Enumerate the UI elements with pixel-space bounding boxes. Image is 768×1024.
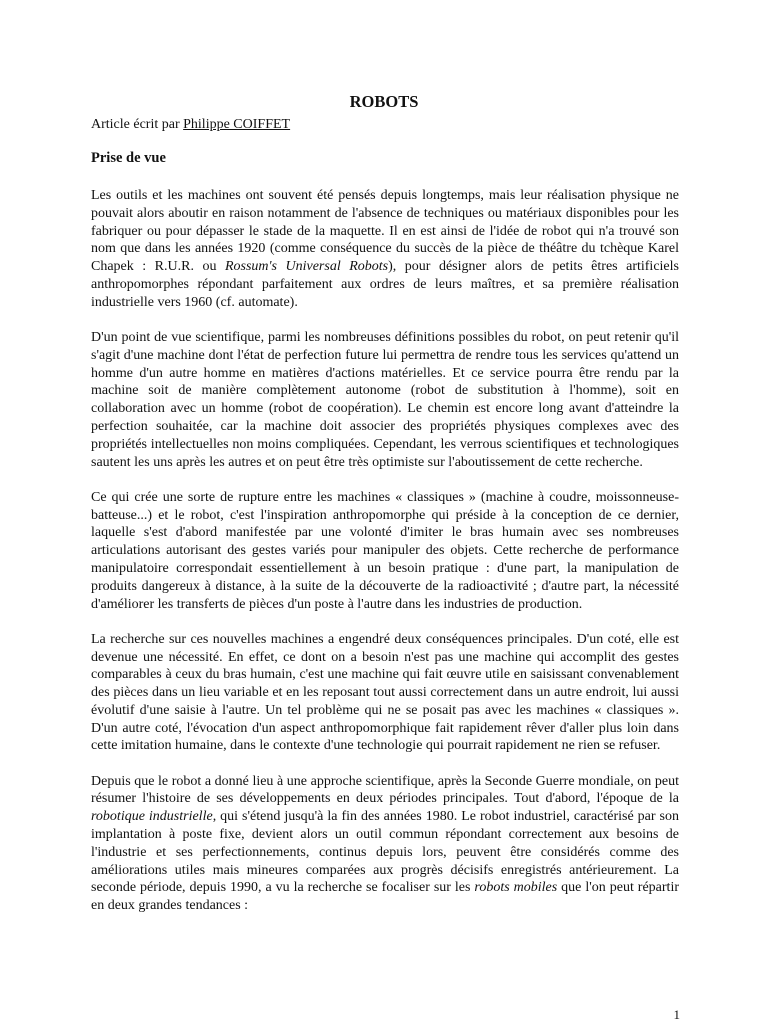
paragraph-1: Les outils et les machines ont souvent été pensés depuis longtemps, mais leur réalisation physique ne pouvait alors aboutir en raison notamment de l'absence de techniques ou matériaux disponibles pour les fabriquer ou pour dépasser le stade de la maquette. Il en est ainsi de l'idée de robot qui n'a trouvé son nom que dans les années 1920 (comme conséquence du succès de la pièce de théâtre du tchèque Karel Chapek : R.U.R. ou Rossum's Universal Robots), pour désigner alors de petits êtres artificiels anthropomorphes répondant parfaitement aux ordres de leurs maîtres, et sa première réalisation industrielle vers 1960 (cf. automate). <box>91 188 679 310</box>
page-number: 1 <box>673 1007 680 1022</box>
article-body <box>91 187 679 932</box>
author-link[interactable]: Philippe COIFFET <box>183 117 291 132</box>
byline <box>91 116 290 134</box>
byline-prefix: Article écrit par <box>91 117 184 132</box>
italic-title: Rossum's Universal Robots <box>224 259 389 275</box>
section-heading: Prise de vue <box>91 150 166 166</box>
italic-term: robotique industrielle <box>91 809 213 825</box>
document-title: ROBOTS <box>349 92 419 111</box>
paragraph-5: Depuis que le robot a donné lieu à une approche scientifique, après la Seconde Guerre mondiale, on peut résumer l'histoire de ses développements en deux périodes principales. Tout d'abord, l'époque de la robotique industrielle, qui s'étend jusqu'à la fin des années 1980. Le robot industriel, caractérisé par son implantation à poste fixe, devient alors un outil commun répondant correctement aux besoins de l'industrie et ses perfectionnements, continus depuis lors, peuvent être considérés comme des améliorations utiles mais mineures comparées aux progrès décisifs enregistrés antérieurement. La seconde période, depuis 1990, a vu la recherche se focaliser sur les robots mobiles que l'on peut répartir en deux grandes tendances : <box>91 773 679 914</box>
italic-term: robots mobiles <box>474 880 558 896</box>
paragraph-2: D'un point de vue scientifique, parmi les nombreuses définitions possibles du robot, on peut retenir qu'il s'agit d'une machine dont l'état de perfection future lui permettra de rendre tous les services qu'attend un homme d'un autre homme en matières d'actions matérielles. Et ce service pourra être rendu par la machine soit de manière complètement autonome (robot de substitution à l'homme), soit en collaboration avec un homme (robot de coopération). Le chemin est encore long avant d'atteindre la perfection souhaitée, car la machine doit associer des propriétés physiques complexes avec des propriétés intellectuelles non moins compliquées. Cependant, les verrous scientifiques et technologiques sautent les uns après les autres et on peut être très optimiste sur l'aboutissement de cette recherche. <box>91 329 679 470</box>
paragraph-3: Ce qui crée une sorte de rupture entre les machines « classiques » (machine à coudre, moissonneuse-batteuse...) et le robot, c'est l'inspiration anthropomorphe qui préside à la conception de ce dernier, laquelle s'est d'abord manifestée par une volonté d'imiter le bras humain avec ses nombreuses articulations autorisant des gestes variés pour manipuler des objets. Cette recherche de performance manipulatoire correspondait essentiellement à un besoin pratique : d'une part, la manipulation de produits dangereux à distance, à la suite de la découverte de la radioactivité ; d'autre part, la nécessité d'améliorer les transferts de pièces d'un poste à l'autre dans les industries de production. <box>91 489 679 612</box>
paragraph-4: La recherche sur ces nouvelles machines a engendré deux conséquences principales. D'un coté, elle est devenue une nécessité. En effet, ce dont on a besoin n'est pas une machine qui accomplit des gestes comparables à ceux du bras humain, c'est une machine qui fait œuvre utile en saisissant convenablement des pièces dans un lieu variable et en les reposant tout aussi correctement dans un autre endroit, lui aussi évolutif d'une saisie à l'autre. Un tel problème qui ne se posait pas avec les machines « classiques ». D'un autre coté, l'évocation d'un aspect anthropomorphique fait rapidement rêver d'aller plus loin dans cette imitation humaine, dans le contexte d'une technologie qui pourrait rapidement ne rien se refuser. <box>91 631 679 754</box>
